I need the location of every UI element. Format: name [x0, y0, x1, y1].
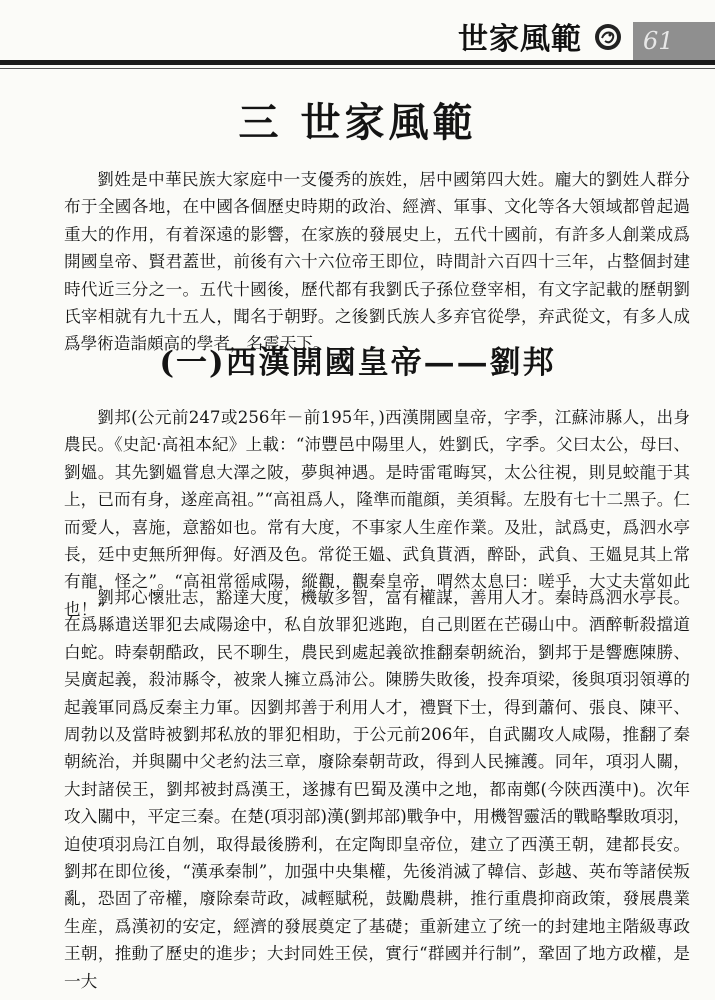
header-rule — [0, 60, 715, 65]
running-title: 世家風範 — [452, 22, 586, 58]
body-paragraph: 劉邦(公元前247或256年－前195年，)西漢開國皇帝，字季，江蘇沛縣人，出身農民。《史記·高祖本紀》上載：“沛豐邑中陽里人，姓劉氏，字季。父曰太公，母曰、劉媼。其先劉媼嘗息大澤之陂，夢與神遇。是時雷電晦冥，太公往視，則見蛟龍于其上，已而有身，遂産高祖。”“高祖爲人，隆準而龍顔，美須髯。左股有七十二黑子。仁而愛人，喜施，意豁如也。常有大度，不事家人生産作業。及壯，試爲吏，爲泗水亭長，廷中吏無所狎侮。好酒及色。常從王媼、武負貰酒，醉卧，武負、王媼見其上常有龍，怪之”。“高祖常徭咸陽，縱觀，觀秦皇帝，喟然太息曰：嗟乎，大丈夫當如此也！” — [64, 408, 690, 619]
running-header — [0, 0, 715, 80]
intro-paragraph: 劉姓是中華民族大家庭中一支優秀的族姓，居中國第四大姓。龐大的劉姓人群分布于全國各地，在中國各個歷史時期的政治、經濟、軍事、文化等各大領域都曾起過重大的作用，有着深遠的影響，在家族的發展史上，五代十國前，有許多人創業成爲開國皇帝、賢君蓋世，前後有六十六位帝王即位，時間計六百四十三年，占整個封建時代近三分之一。五代十國後，歷代都有我劉氏子孫位登宰相，有文字記載的歷朝劉氏宰相就有九十五人，聞名于朝野。之後劉氏族人多弃官從學，弃武從文，有多人成爲學術造詣頗高的學者，名震天下。 — [64, 170, 690, 354]
page-number: 61 — [633, 22, 715, 60]
dragon-emblem-icon — [593, 22, 623, 52]
body-paragraph: 劉邦心懷壯志，豁達大度，機敏多智，富有權謀，善用人才。秦時爲泗水亭長。在爲縣遣送罪犯去咸陽途中，私自放罪犯逃跑，自己則匿在芒碭山中。酒醉斬殺擋道白蛇。時秦朝酷政，民不聊生，農民到處起義欲推翻秦朝統治，劉邦于是響應陳勝、吴廣起義，殺沛縣令，被衆人擁立爲沛公。陳勝失敗後，投奔項梁，後與項羽領導的起義軍同爲反秦主力軍。因劉邦善于利用人才，禮賢下士，得到蕭何、張良、陳平、周勃以及當時被劉邦私放的罪犯相助，于公元前206年，自武關攻人咸陽，推翻了秦朝統治，并與關中父老約法三章，廢除秦朝苛政，得到人民擁護。同年，項羽人關，大封諸侯王，劉邦被封爲漢王，遂據有巴蜀及漢中之地，都南鄭(今陝西漢中)。次年攻入關中，平定三秦。在楚(項羽部)漢(劉邦部)戰争中，用機智靈活的戰略擊敗項羽，迫使項羽烏江自刎，取得最後勝利，在定陶即皇帝位，建立了西漢王朝，建都長安。劉邦在即位後，“漢承秦制”，加强中央集權，先後消滅了韓信、彭越、英布等諸侯叛亂，恐固了帝權，廢除秦苛政，减輕賦税，鼓勵農耕，推行重農抑商政策，發展農業生産，爲漢初的安定，經濟的發展奠定了基礎；重新建立了统一的封建地主階級專政王朝，推動了歷史的進步；大封同姓王侯，實行“群國并行制”，鞏固了地方政權，是一大 — [64, 588, 690, 991]
header-rule-thin — [0, 68, 715, 69]
section-title: (一)西漢開國皇帝——劉邦 — [159, 345, 556, 381]
chapter-title: 三 世家風範 — [238, 100, 477, 146]
